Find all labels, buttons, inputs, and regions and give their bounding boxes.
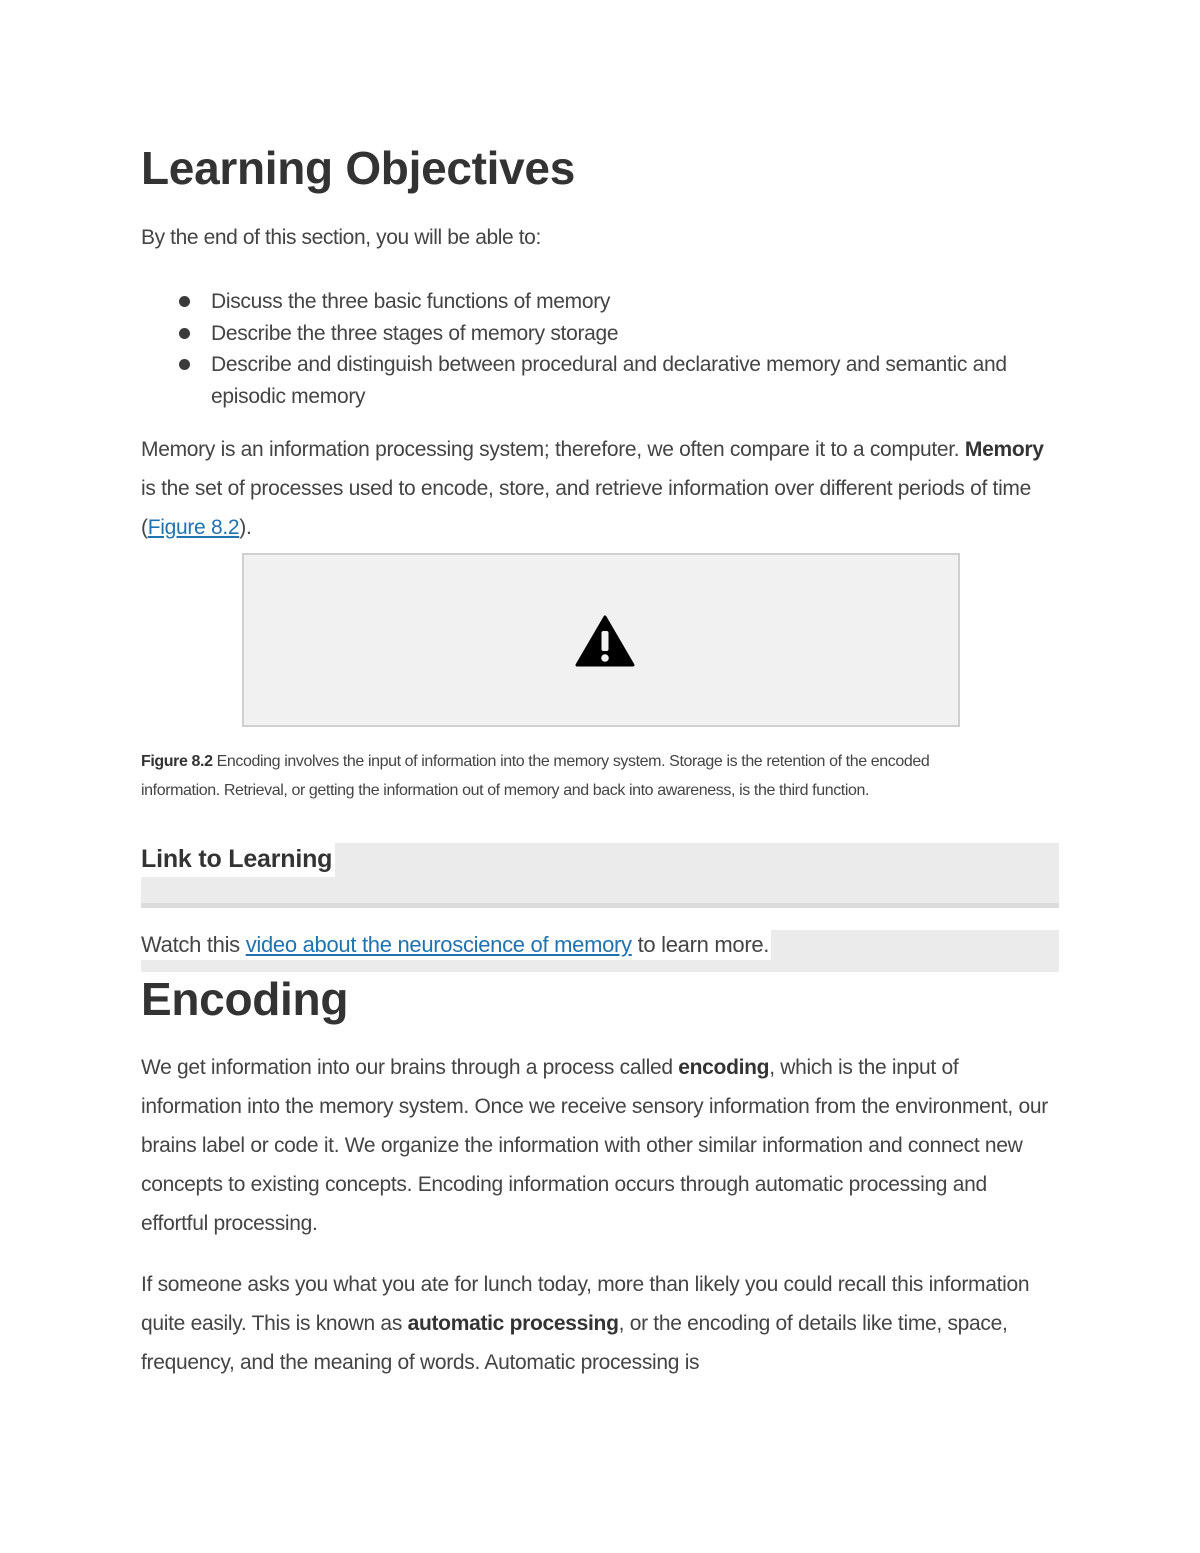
caption-label: Figure 8.2 bbox=[141, 753, 213, 770]
memory-text-3: ). bbox=[239, 516, 252, 539]
divider bbox=[141, 903, 1059, 908]
encoding-paragraph-2 bbox=[141, 1265, 1059, 1382]
link-to-learning-title: Link to Learning bbox=[141, 845, 333, 873]
watch-text-post: to learn more. bbox=[631, 932, 770, 957]
video-link[interactable]: video about the neuroscience of memory bbox=[245, 932, 632, 957]
figure-caption bbox=[141, 747, 1011, 805]
memory-text-2: is the set of processes used to encode, store, and retrieve information over different periods of time ( bbox=[141, 477, 1032, 539]
encoding-paragraph-1 bbox=[141, 1048, 1059, 1243]
bullet-icon bbox=[179, 328, 190, 339]
intro-text: By the end of this section, you will be able to: bbox=[141, 226, 541, 249]
automatic-text-1: If someone asks you what you ate for lunch today, more than likely you could recall this information quite easily. This is known as bbox=[141, 1273, 1030, 1335]
page-title: Learning Objectives bbox=[141, 142, 575, 194]
warning-icon bbox=[575, 615, 635, 667]
figure-link[interactable]: Figure 8.2 bbox=[147, 516, 240, 539]
watch-text-pre: Watch this bbox=[141, 932, 246, 957]
encoding-term: encoding bbox=[678, 1056, 770, 1079]
list-item bbox=[141, 286, 1021, 318]
figure-image-placeholder bbox=[242, 553, 960, 727]
caption-text: Encoding involves the input of information into the memory system. Storage is the retention of the encoded information. Retrieval, or getting the information out of memory and back into awareness, is the third function. bbox=[141, 753, 930, 799]
list-item bbox=[141, 349, 1021, 412]
list-item bbox=[141, 318, 1021, 350]
automatic-processing-term: automatic processing bbox=[407, 1312, 619, 1335]
objective-text: Describe and distinguish between procedural and declarative memory and semantic and episodic memory bbox=[211, 353, 1007, 408]
objective-text: Describe the three stages of memory storage bbox=[211, 321, 619, 345]
objective-text: Discuss the three basic functions of memory bbox=[211, 290, 611, 313]
memory-paragraph bbox=[141, 430, 1059, 547]
bullet-icon bbox=[179, 359, 190, 370]
memory-term: Memory bbox=[964, 438, 1044, 461]
link-to-learning-body bbox=[141, 930, 771, 960]
link-to-learning-title-wrap bbox=[141, 843, 335, 877]
encoding-text-1: We get information into our brains through a process called bbox=[141, 1056, 679, 1079]
objectives-list bbox=[141, 286, 1021, 412]
encoding-heading: Encoding bbox=[141, 973, 349, 1025]
bullet-icon bbox=[179, 296, 190, 307]
automatic-text-2: , or the encoding of details like time, space, frequency, and the meaning of words. Automatic processing is bbox=[141, 1312, 1008, 1374]
encoding-text-2: , which is the input of information into the memory system. Once we receive sensory information from the environment, our brains label or code it. We organize the information with other similar information and connect new concepts to existing concepts. Encoding information occurs through automatic processing and effortful processing. bbox=[141, 1056, 1048, 1235]
memory-text-1: Memory is an information processing system; therefore, we often compare it to a computer. bbox=[141, 438, 965, 461]
link-to-learning-box bbox=[141, 843, 1059, 908]
